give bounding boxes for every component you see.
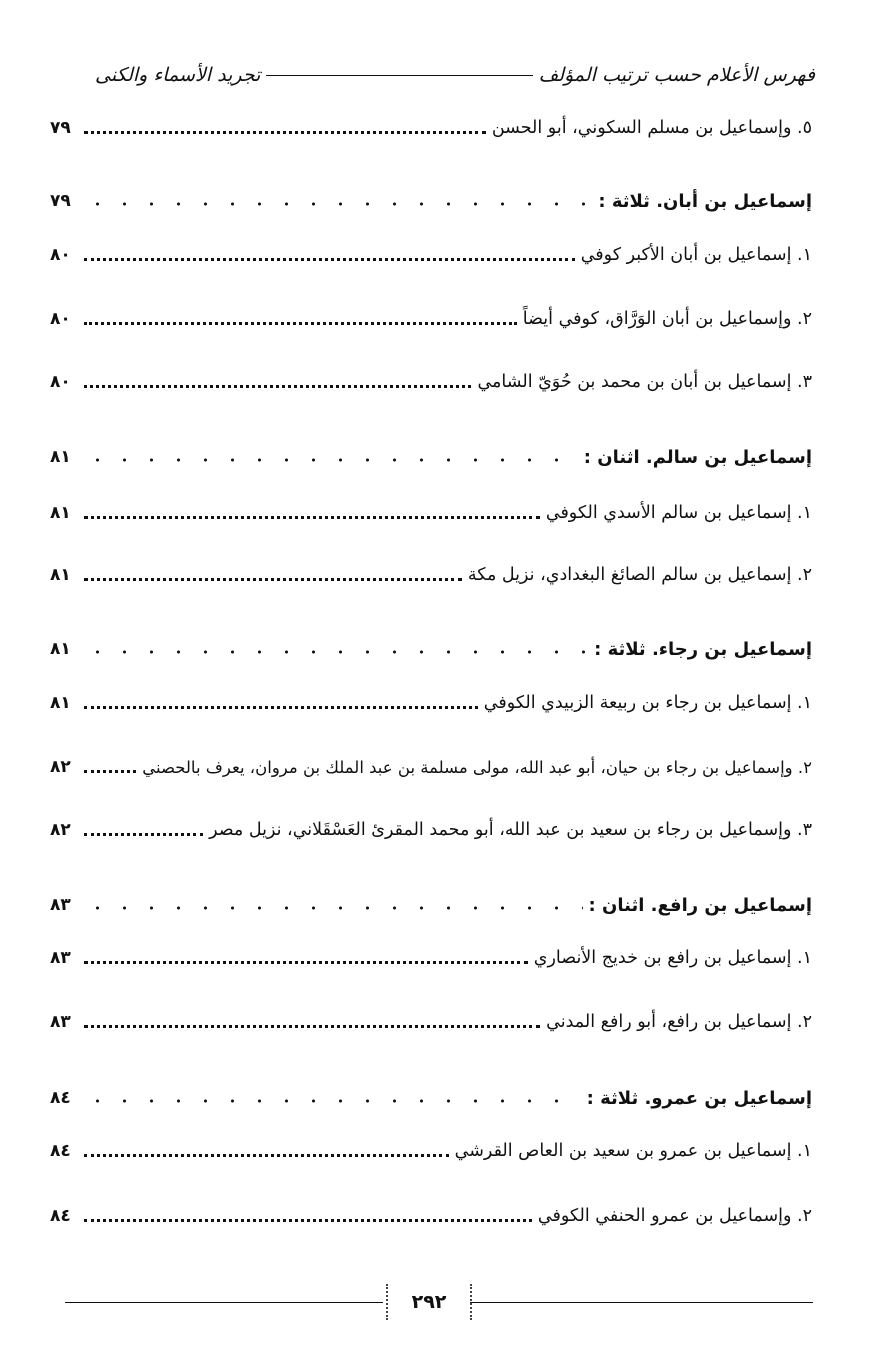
leader-dots [84, 906, 583, 910]
header-book-title: تجريد الأسماء والكنى [95, 64, 261, 86]
footer-rule-left [65, 1302, 383, 1303]
entry-name: ١. إسماعيل بن أبان الأكبر كوفي [580, 245, 812, 265]
entry-name: ٥. وإسماعيل بن مسلم السكوني، أبو الحسن [491, 118, 812, 138]
section-page: ٨١ [50, 639, 71, 659]
index-section-heading [50, 632, 812, 666]
entry-page: ٨٤ [50, 1206, 71, 1226]
leader-dots [84, 961, 528, 964]
index-entry [50, 750, 812, 784]
index-entry [50, 1199, 812, 1233]
entry-name: ٢. إسماعيل بن سالم الصائغ البغدادي، نزيل مكة [467, 565, 812, 585]
section-page: ٧٩ [50, 191, 71, 211]
entry-name: ٢. وإسماعيل بن أبان الوَرَّاق، كوفي أيضاً [522, 309, 812, 329]
entry-name: ١. إسماعيل بن رافع بن خديج الأنصاري [533, 948, 812, 968]
index-section-heading [50, 440, 812, 474]
entry-page: ٨٠ [50, 309, 71, 329]
index-entry [50, 813, 812, 847]
entry-name: ١. إسماعيل بن سالم الأسدي الكوفي [545, 503, 812, 523]
header-rule [266, 75, 532, 76]
leader-dots [84, 516, 540, 519]
section-name: إسماعيل بن رافع. اثنان : [588, 894, 812, 916]
index-section-heading [50, 184, 812, 218]
section-name: إسماعيل بن رجاء. ثلاثة : [594, 638, 812, 660]
entry-page: ٨١ [50, 565, 71, 585]
leader-dots [84, 578, 462, 581]
entry-name: ٢. وإسماعيل بن رجاء بن حيان، أبو عبد الله، مولى مسلمة بن عبد الملك بن مروان، يعرف بالحصني [142, 757, 812, 777]
entry-name: ٢. إسماعيل بن رافع، أبو رافع المدني [546, 1012, 812, 1032]
leader-dots [84, 385, 471, 388]
section-page: ٨٣ [50, 895, 71, 915]
index-entry [50, 302, 812, 336]
header-section-title: فهرس الأعلام حسب ترتيب المؤلف [538, 64, 815, 86]
entry-name: ١. إسماعيل بن عمرو بن سعيد بن العاص القرشي [454, 1141, 812, 1161]
section-name: إسماعيل بن سالم. اثنان : [583, 446, 812, 468]
page-number: ٢٩٢ [386, 1284, 472, 1320]
index-section-heading [50, 1081, 812, 1115]
entry-page: ٧٩ [50, 118, 71, 138]
leader-dots [84, 131, 486, 134]
leader-dots [84, 322, 517, 325]
index-entry [50, 238, 812, 272]
entry-page: ٨٠ [50, 372, 71, 392]
index-entry [50, 686, 812, 720]
leader-dots [84, 650, 588, 654]
section-name: إسماعيل بن عمرو. ثلاثة : [586, 1087, 812, 1109]
leader-dots [84, 1219, 532, 1222]
entry-page: ٨٤ [50, 1141, 71, 1161]
leader-dots [84, 458, 578, 462]
entry-name: ٣. إسماعيل بن أبان بن محمد بن حُوَيّ الشامي [477, 372, 812, 392]
index-entry [50, 941, 812, 975]
index-entry [50, 1134, 812, 1168]
leader-dots [84, 770, 136, 773]
leader-dots [84, 1099, 581, 1103]
index-section-heading [50, 888, 812, 922]
index-entry [50, 496, 812, 530]
entry-page: ٨٢ [50, 757, 71, 777]
section-name: إسماعيل بن أبان. ثلاثة : [598, 190, 812, 212]
entry-page: ٨١ [50, 693, 71, 713]
entry-page: ٨٠ [50, 245, 71, 265]
footer-rule-right [470, 1302, 813, 1303]
leader-dots [84, 202, 592, 206]
entry-page: ٨١ [50, 503, 71, 523]
entry-name: ٣. وإسماعيل بن رجاء بن سعيد بن عبد الله، أبو محمد المقرئ العَسْقَلاني، نزيل مصر [209, 820, 812, 840]
leader-dots [84, 258, 575, 261]
index-entry [50, 1005, 812, 1039]
running-header [95, 58, 815, 92]
entry-page: ٨٣ [50, 948, 71, 968]
index-entry [50, 111, 812, 145]
section-page: ٨١ [50, 447, 71, 467]
entry-name: ١. إسماعيل بن رجاء بن ربيعة الزبيدي الكوفي [483, 693, 812, 713]
section-page: ٨٤ [50, 1088, 71, 1108]
leader-dots [84, 706, 478, 709]
entry-page: ٨٢ [50, 820, 71, 840]
index-entry [50, 558, 812, 592]
leader-dots [84, 833, 203, 836]
index-entry [50, 365, 812, 399]
leader-dots [84, 1025, 540, 1028]
leader-dots [84, 1154, 449, 1157]
entry-name: ٢. وإسماعيل بن عمرو الحنفي الكوفي [537, 1206, 812, 1226]
entry-page: ٨٣ [50, 1012, 71, 1032]
